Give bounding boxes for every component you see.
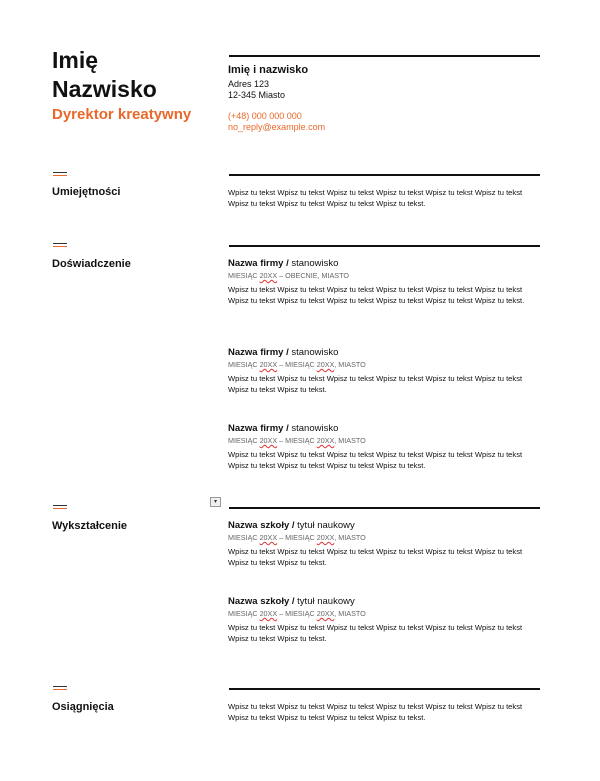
section-title-experience: Doświadczenie (52, 258, 131, 270)
experience-entry: Nazwa firmy / stanowisko MIESIĄC 20XX – MIESIĄC 20XX, MIASTO Wpisz tu tekst Wpisz tu tekst Wpisz tu tekst Wpisz tu tekst Wpisz tu tekst Wpisz tu tekst Wpisz tu tekst Wpisz tu tekst Wpisz tu tekst Wpisz tu tekst. (228, 423, 540, 471)
divider-line (229, 174, 540, 176)
company-name: Nazwa firmy (228, 423, 284, 434)
section-marker (53, 243, 67, 247)
entry-meta: MIESIĄC 20XX – MIESIĄC 20XX, MIASTO (228, 360, 366, 369)
section-marker (53, 172, 67, 176)
entry-description: Wpisz tu tekst Wpisz tu tekst Wpisz tu tekst Wpisz tu tekst Wpisz tu tekst Wpisz tu tekst Wpisz tu tekst Wpisz tu tekst. (228, 623, 523, 643)
school-name: Nazwa szkoły (228, 520, 290, 531)
achievements-text: Wpisz tu tekst Wpisz tu tekst Wpisz tu tekst Wpisz tu tekst Wpisz tu tekst Wpisz tu tekst Wpisz tu tekst Wpisz tu tekst Wpisz tu tekst Wpisz tu tekst. (228, 702, 523, 722)
entry-description: Wpisz tu tekst Wpisz tu tekst Wpisz tu tekst Wpisz tu tekst Wpisz tu tekst Wpisz tu tekst Wpisz tu tekst Wpisz tu tekst. (228, 374, 523, 394)
company-name: Nazwa firmy (228, 347, 284, 358)
job-role: Dyrektor kreatywny (52, 106, 192, 123)
experience-entry: Nazwa firmy / stanowisko MIESIĄC 20XX – OBECNIE, MIASTO Wpisz tu tekst Wpisz tu tekst Wpisz tu tekst Wpisz tu tekst Wpisz tu tekst Wpisz tu tekst Wpisz tu tekst Wpisz tu tekst Wpisz tu tekst Wpisz tu tekst Wpisz tu tekst Wpisz tu tekst. (228, 258, 540, 306)
degree: tytuł naukowy (297, 520, 355, 531)
school-name: Nazwa szkoły (228, 596, 290, 607)
divider-line (229, 245, 540, 247)
divider-line (229, 688, 540, 690)
entry-meta: MIESIĄC 20XX – MIESIĄC 20XX, MIASTO (228, 609, 366, 618)
entry-meta: MIESIĄC 20XX – OBECNIE, MIASTO (228, 271, 349, 280)
entry-meta: MIESIĄC 20XX – MIESIĄC 20XX, MIASTO (228, 436, 366, 445)
experience-entry: Nazwa firmy / stanowisko MIESIĄC 20XX – MIESIĄC 20XX, MIASTO Wpisz tu tekst Wpisz tu tekst Wpisz tu tekst Wpisz tu tekst Wpisz tu tekst Wpisz tu tekst Wpisz tu tekst Wpisz tu tekst. (228, 347, 540, 395)
education-entry: Nazwa szkoły / tytuł naukowy MIESIĄC 20XX – MIESIĄC 20XX, MIASTO Wpisz tu tekst Wpisz tu tekst Wpisz tu tekst Wpisz tu tekst Wpisz tu tekst Wpisz tu tekst Wpisz tu tekst Wpisz tu tekst. (228, 520, 540, 568)
section-marker (53, 686, 67, 690)
entry-meta: MIESIĄC 20XX – MIESIĄC 20XX, MIASTO (228, 533, 366, 542)
contact-full-name: Imię i nazwisko (228, 64, 309, 76)
first-name: Imię (52, 47, 99, 73)
company-name: Nazwa firmy (228, 258, 284, 269)
last-name: Nazwisko (52, 76, 157, 102)
resume-name (52, 46, 157, 104)
divider-line (229, 507, 540, 509)
section-marker (53, 505, 67, 509)
divider-line (229, 55, 540, 57)
contact-email: no_reply@example.com (228, 122, 326, 132)
entry-description: Wpisz tu tekst Wpisz tu tekst Wpisz tu tekst Wpisz tu tekst Wpisz tu tekst Wpisz tu tekst Wpisz tu tekst Wpisz tu tekst. (228, 547, 523, 567)
entry-description: Wpisz tu tekst Wpisz tu tekst Wpisz tu tekst Wpisz tu tekst Wpisz tu tekst Wpisz tu tekst Wpisz tu tekst Wpisz tu tekst Wpisz tu tekst Wpisz tu tekst. (228, 450, 523, 470)
contact-phone: (+48) 000 000 000 (228, 111, 302, 121)
position: stanowisko (291, 423, 339, 434)
position: stanowisko (291, 347, 339, 358)
address-line-1: Adres 123 (228, 79, 270, 89)
address-line-2: 12-345 Miasto (228, 90, 286, 100)
position: stanowisko (291, 258, 339, 269)
section-title-skills: Umiejętności (52, 186, 121, 198)
skills-text: Wpisz tu tekst Wpisz tu tekst Wpisz tu tekst Wpisz tu tekst Wpisz tu tekst Wpisz tu tekst Wpisz tu tekst Wpisz tu tekst Wpisz tu tekst Wpisz tu tekst. (228, 188, 523, 208)
section-title-achievements: Osiągnięcia (52, 701, 114, 713)
dropdown-arrow-icon[interactable]: ▾ (210, 497, 221, 507)
entry-description: Wpisz tu tekst Wpisz tu tekst Wpisz tu tekst Wpisz tu tekst Wpisz tu tekst Wpisz tu tekst Wpisz tu tekst Wpisz tu tekst Wpisz tu tekst Wpisz tu tekst Wpisz tu tekst Wpisz tu tekst. (228, 285, 525, 305)
contact-block (228, 65, 325, 133)
degree: tytuł naukowy (297, 596, 355, 607)
section-title-education: Wykształcenie (52, 520, 128, 532)
education-entry: Nazwa szkoły / tytuł naukowy MIESIĄC 20XX – MIESIĄC 20XX, MIASTO Wpisz tu tekst Wpisz tu tekst Wpisz tu tekst Wpisz tu tekst Wpisz tu tekst Wpisz tu tekst Wpisz tu tekst Wpisz tu tekst. (228, 596, 540, 644)
